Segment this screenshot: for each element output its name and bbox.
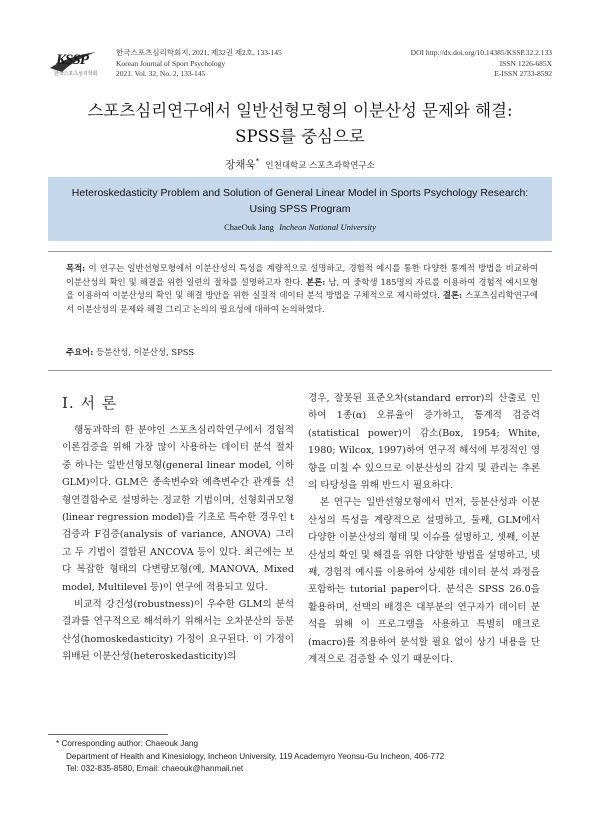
abstract-label-purpose: 목적: <box>66 263 86 273</box>
paper-title <box>48 98 552 150</box>
author-line <box>48 157 552 172</box>
abstract-text-purpose: 이 연구는 일반선형모형에서 이분산성의 특성을 계량적으로 설명하고, 경험적 예시를 통한 다양한 통계적 방법을 비교하여 이분산성의 확인 및 해결을 위한 일련의 절차를 설명하고자 한다. <box>66 263 538 287</box>
author-mark: * <box>255 157 260 166</box>
english-author-line <box>48 222 552 232</box>
journal-korean: 한국스포츠심리학회지, 2021, 제32권 제2호, 133-145 <box>116 48 282 57</box>
doi-link[interactable]: DOI http://dx.doi.org/10.14385/KSSP.32.2.133 <box>410 48 552 57</box>
journal-info <box>116 48 282 80</box>
title-line-2: SPSS를 중심으로 <box>235 127 365 146</box>
keywords-text: 등분산성, 이분산성, SPSS <box>93 347 195 357</box>
issn: ISSN 1226-685X <box>499 58 552 68</box>
eissn: E-ISSN 2733-8592 <box>494 69 552 78</box>
keywords-label: 주요어: <box>66 347 94 357</box>
body-column-right <box>308 390 540 669</box>
doi-info <box>411 48 552 80</box>
abstract-bottom-rule <box>48 370 552 371</box>
footnote-address: Department of Health and Kinesiology, Incheon University, 119 Academyro Yeonsu-Gu Incheon, 406-772 <box>66 751 445 761</box>
title-line-1: 스포츠심리연구에서 일반선형모형의 이분산성 문제와 해결: <box>87 101 513 120</box>
abstract-label-body: 본론: <box>306 276 326 287</box>
journal-english: Korean Journal of Sport Psychology <box>116 58 226 68</box>
abstract-label-conclusion: 결론: <box>442 290 463 300</box>
body-paragraph: 본 연구는 일반선형모형에서 먼저, 등분산성과 이분산성의 특성을 계량적으로 설명하고, 둘째, GLM에서 다양한 이분산성의 형태 및 이슈를 설명하고, 셋째, 이분산성의 확인 및 해결을 위한 다양한 방법을 설명하고, 넷째, 경험적 예시를 이용하여 상세한 데이터 분석 과정을 포함하는 tutorial paper이다. 분석은 SPSS 26.0을 활용하며, 선택의 배경은 대부분의 연구자가 데이터 분석을 위해 이 프로그램을 사용하고 특별히 매크로(macro)를 적용하여 분석할 필요 없이 상기 내용을 단계적으로 검증할 수 있기 때문이다. <box>308 497 540 666</box>
section-title: Ⅰ. 서 론 <box>62 394 118 412</box>
logo-wordmark: KSSP <box>56 52 88 68</box>
page-header <box>48 48 552 82</box>
footnote-rule <box>48 734 168 735</box>
body-paragraph: 행동과학의 한 분야인 스포츠심리학연구에서 경험적 이론검증을 위해 가장 많이 사용하는 데이터 분석 절차 중 하나는 일반선형모형(general linear model, 이하 GLM)이다. GLM은 종속변수와 예측변수간 관계를 선형연결함수로 설명하는 정교한 기법이며, 선형회귀모형(linear regression model)을 기초로 특수한 경우인 t검증과 F검증(analysis of variance, ANOVA) 그리고 두 기법이 결합된 ANCOVA 등이 있다. 최근에는 보다 복잡한 형태의 다변량모형(예, MANOVA, Mixed model, Multilevel 등)이 연구에 적용되고 있다. <box>62 425 294 593</box>
keywords <box>66 346 538 358</box>
english-affiliation: Incheon National University <box>279 222 376 232</box>
abstract <box>66 262 538 316</box>
english-title-line-1: Heteroskedasticity Problem and Solution of General Linear Model in Sports Psychology Research: <box>71 187 529 199</box>
logo-subtitle: 한국스포츠심리학회 <box>54 71 98 77</box>
author-affiliation: 인천대학교 스포츠과학연구소 <box>265 161 375 171</box>
abstract-text-conclusion: 스포츠심리학연구에서 이분산성의 문제와 해결 그리고 논의의 필요성에 대하여 논의하였다. <box>66 290 538 314</box>
english-author: ChaeOuk Jang <box>224 222 274 232</box>
abstract-top-rule <box>48 251 552 252</box>
journal-volume: 2021. Vol. 32, No. 2, 133-145 <box>116 69 206 78</box>
body-column-left <box>62 392 294 666</box>
footnote <box>56 738 546 776</box>
english-title-line-2: Using SPSS Program <box>249 203 351 215</box>
english-title-box <box>48 177 552 241</box>
english-title <box>58 185 542 217</box>
body-paragraph: 경우, 잘못된 표준오차(standard error)의 산출로 인하여 1종(α) 오류율이 증가하고, 통계적 검증력(statistical power)이 감소(Box, 1954; White, 1980; Wilcox, 1997)하여 연구적 해석에 부정적인 영향을 미칠 수 있으므로 이분산성의 감지 및 관리는 추론의 타당성을 위해 반드시 필요하다. <box>308 393 540 492</box>
journal-logo <box>48 48 106 82</box>
body-paragraph: 비교적 강건성(robustness)이 우수한 GLM의 분석결과를 연구적으로 해석하기 위해서는 오차분산의 등분산성(homoskedasticity) 가정이 요구된다. 이 가정이 위배된 이분산성(heteroskedasticity)의 <box>62 599 294 663</box>
footnote-contact: Tel: 032-835-8580, Email: chaeouk@hanmail.net <box>66 764 244 774</box>
abstract-text-body: 남, 여 중학생 185명의 자료를 이용하여 경험적 예시모형을 이용하여 이분산성의 확인 및 해결 방안을 위한 실질적 데이터 분석 방법을 구체적으로 제시하였다. <box>66 276 538 300</box>
footnote-corresponding: * Corresponding author: Chaeouk Jang <box>56 739 199 748</box>
author-name: 장채욱 <box>225 159 256 171</box>
